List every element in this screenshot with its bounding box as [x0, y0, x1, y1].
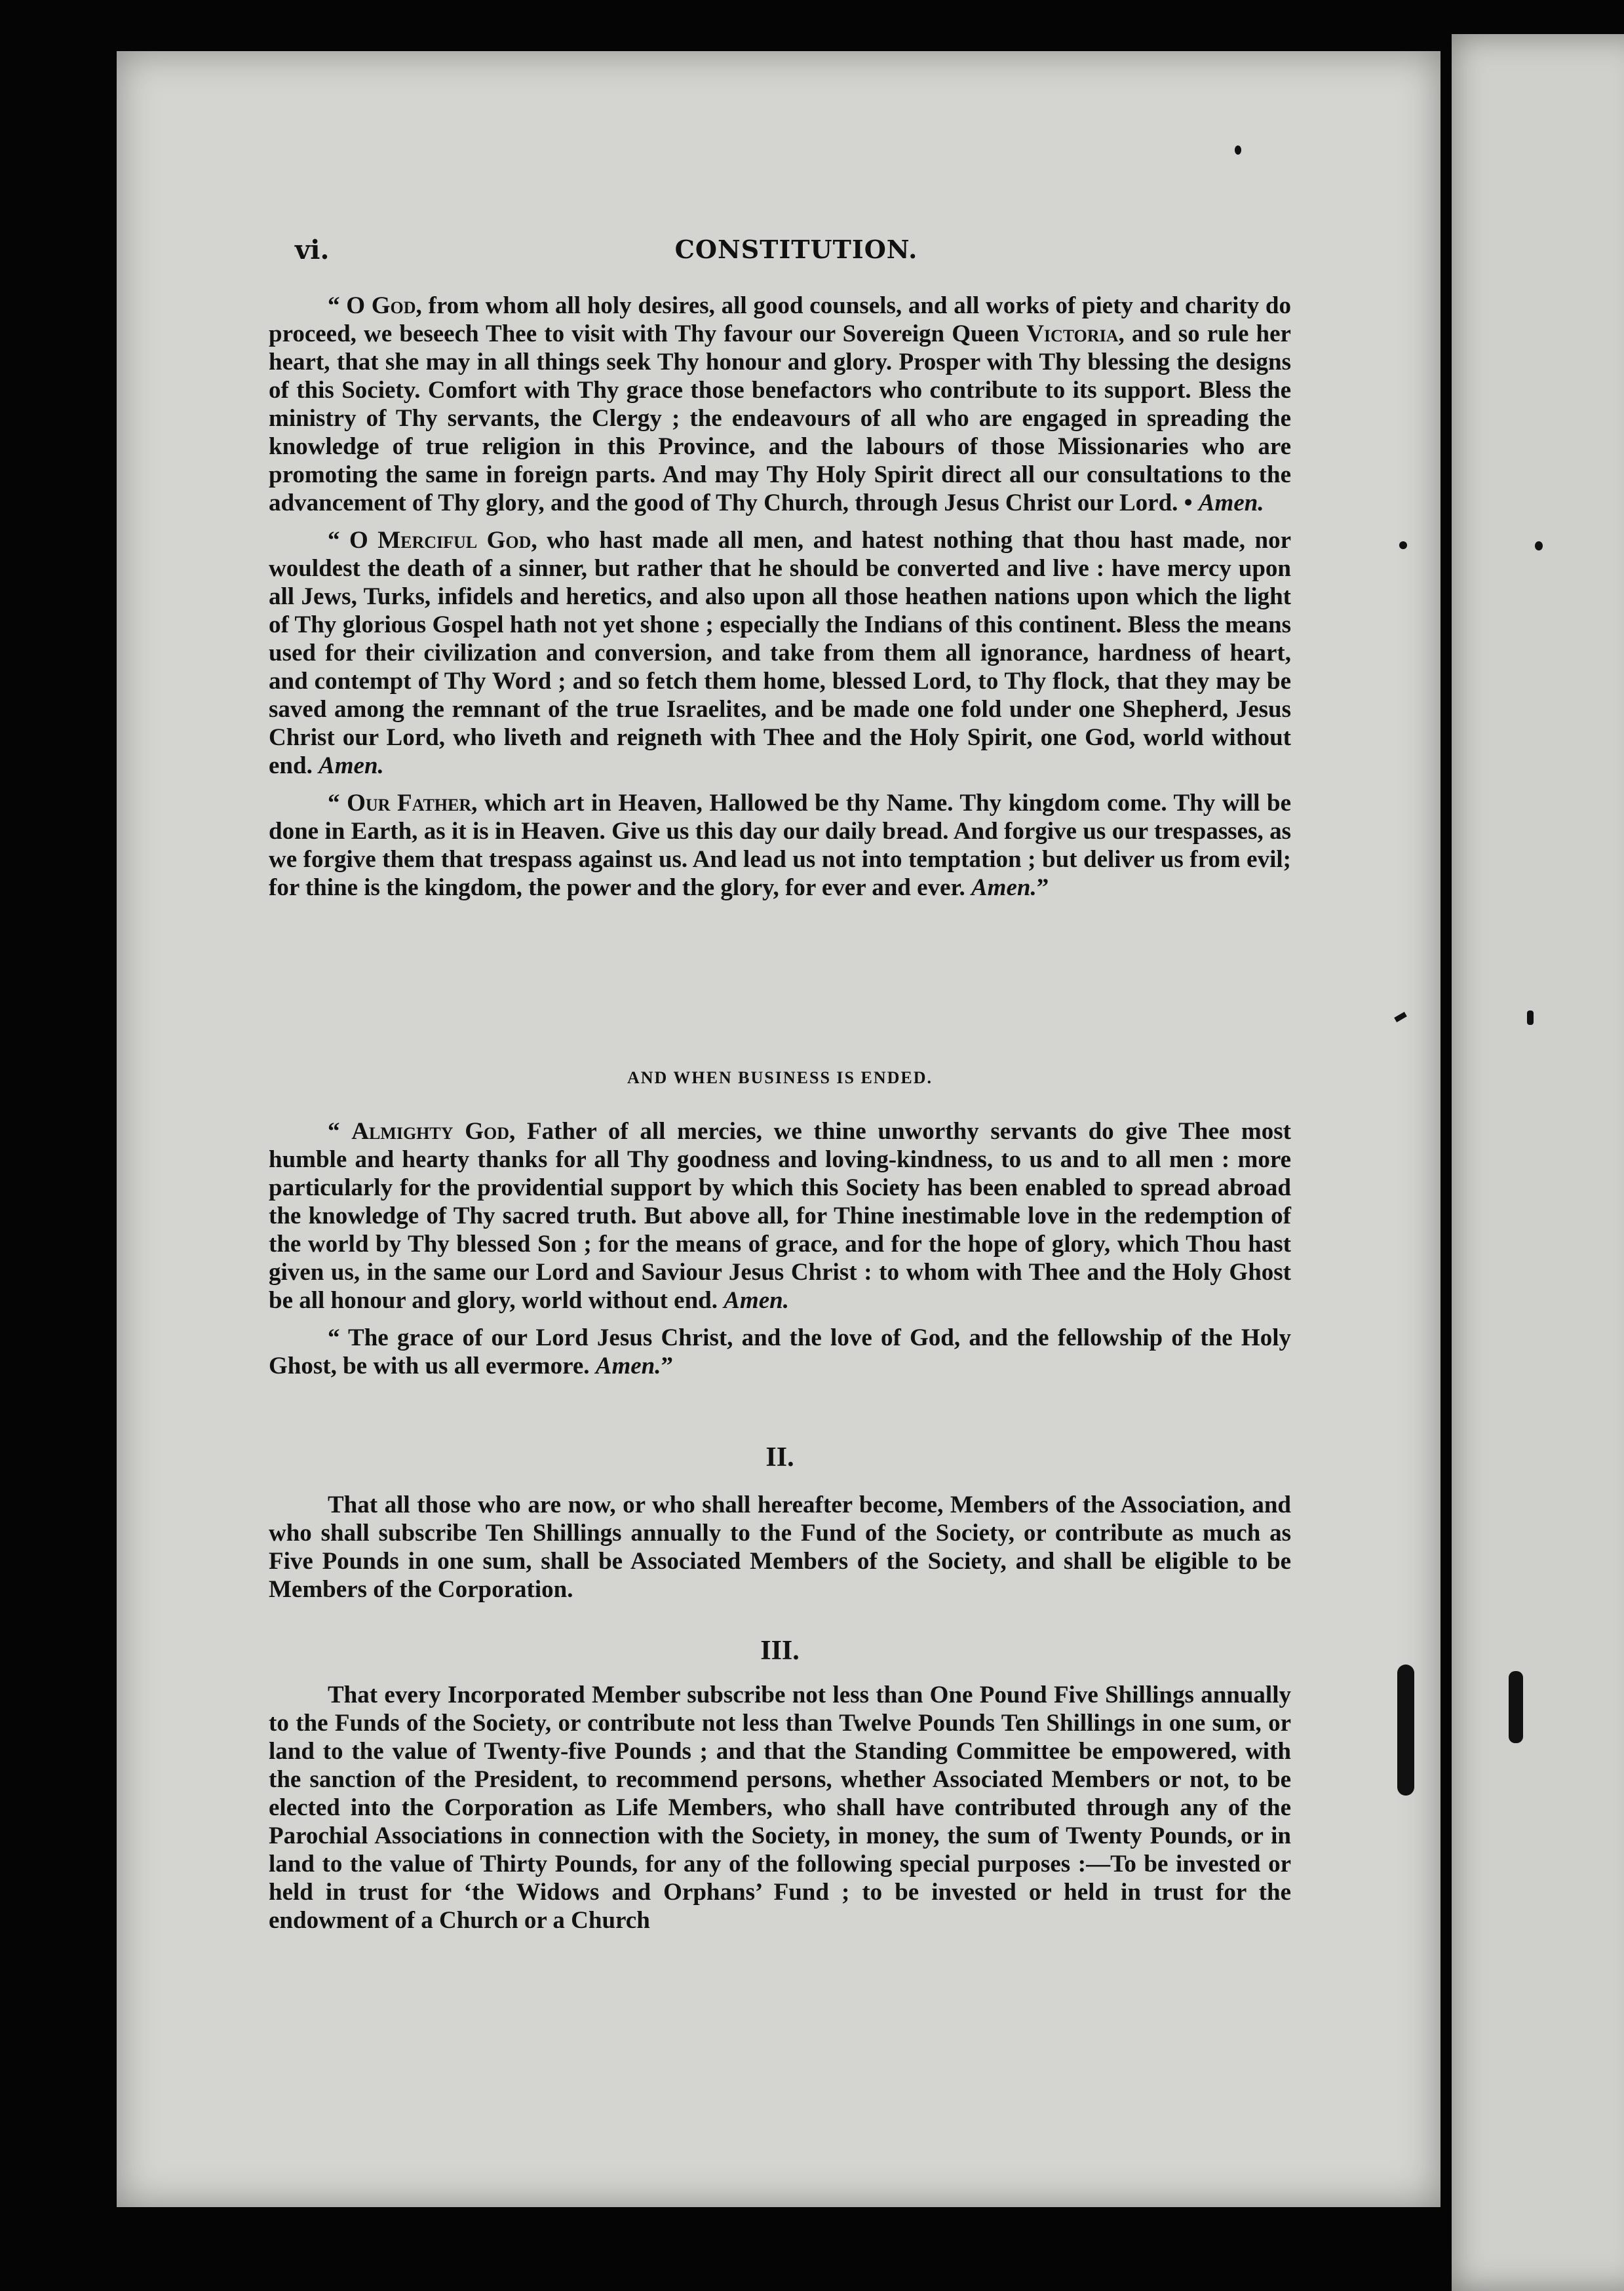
article-numeral: III.: [760, 1636, 800, 1666]
closing-prayers: [269, 1117, 1291, 1380]
article-text: That every Incorporated Member subscribe not less than One Pound Five Shillings annually to the Funds of the Society, or contribute not less than Twelve Pounds Ten Shillings in one sum, or land to the value of Twenty-five Pounds ; and that the Standing Committee be empowered, with the sanction of the President, to recommend persons, whether Associated Members or not, to be elected into the Corporation as Life Members, who shall have contributed through any of the Parochial Associations in connection with the Society, in money, the sum of Twenty Pounds, or in land to the value of Thirty Pounds, for any of the following special purposes :—To be invested or held in trust for ‘the Widows and Orphans’ Fund ; to be invested or held in trust for the endowment of a Church or a Church: [269, 1682, 1291, 1934]
page-number: vi.: [295, 235, 330, 265]
article-numeral: II.: [765, 1442, 794, 1473]
scan-speck: [1399, 541, 1407, 549]
scan-speck: [1235, 145, 1241, 155]
margin-mark: [1397, 1665, 1414, 1796]
prayer-paragraph: “ O God, from whom all holy desires, all good counsels, and all works of piety and charity do proceed, we beseech Thee to visit with Thy favour our Sovereign Queen Victoria, and so rule her heart, that she may in all things seek Thy honour and glory. Prosper with Thy blessing the designs of this Society. Comfort with Thy grace those benefactors who contribute to its support. Bless the ministry of Thy servants, the Clergy ; the endeavours of all who are engaged in spreading the knowledge of true religion in this Province, and the labours of those Missionaries who are promoting the same in foreign parts. And may Thy Holy Spirit direct all our consultations to the advancement of Thy glory, and the good of Thy Church, through Jesus Christ our Lord. • Amen.: [269, 292, 1292, 516]
prayer-paragraph: “ O Merciful God, who hast made all men, and hatest nothing that thou hast made, nor wouldest the death of a sinner, but rather that he should be converted and live : have mercy upon all Jews, Turks, infidels and heretics, and also upon all those heathen nations upon which the light of Thy glorious Gospel hath not yet shone ; especially the Indians of this continent. Bless the means used for their civilization and conversion, and take from them all ignorance, hardness of heart, and contempt of Thy Word ; and so fetch them home, blessed Lord, to Thy flock, that they may be saved among the remnant of the true Israelites, and be made one fold under one Shepherd, Jesus Christ our Lord, who liveth and reigneth with Thee and the Holy Spirit, one God, world without end. Amen.: [269, 527, 1292, 779]
opening-prayers: [269, 292, 1291, 902]
prayer-paragraph: “ The grace of our Lord Jesus Christ, and the love of God, and the fellowship of the Holy Ghost, be with us all evermore. Amen.”: [269, 1324, 1291, 1379]
margin-mark: [1527, 1011, 1534, 1025]
article-two: [269, 1491, 1291, 1604]
section-subheading: AND WHEN BUSINESS IS ENDED.: [627, 1068, 933, 1087]
running-head: CONSTITUTION.: [674, 235, 918, 264]
prayer-paragraph: “ Almighty God, Father of all mercies, we thine unworthy servants do give Thee most humble and hearty thanks for all Thy goodness and loving-kindness, to us and to all men : more particularly for the providential support by which this Society has been enabled to spread abroad the knowledge of Thy sacred truth. But above all, for Thine inestimable love in the redemption of the world by Thy blessed Son ; for the means of grace, and for the hope of glory, which Thou hast given us, in the same our Lord and Saviour Jesus Christ : to whom with Thee and the Holy Ghost be all honour and glory, world without end. Amen.: [269, 1118, 1291, 1314]
scan-speck: [1535, 541, 1543, 550]
article-three: [269, 1681, 1291, 1935]
prayer-paragraph: “ Our Father, which art in Heaven, Hallowed be thy Name. Thy kingdom come. Thy will be done in Earth, as it is in Heaven. Give us this day our daily bread. And forgive us our trespasses, as we forgive them that trespass against us. And lead us not into temptation ; but deliver us from evil; for thine is the kingdom, the power and the glory, for ever and ever. Amen.”: [269, 790, 1291, 901]
article-text: That all those who are now, or who shall hereafter become, Members of the Association, and who shall subscribe Ten Shillings annually to the Fund of the Society, or contribute as much as Five Pounds in one sum, shall be Associated Members of the Society, and shall be eligible to be Members of the Corporation.: [269, 1492, 1291, 1603]
facing-page-edge: [1452, 34, 1624, 2291]
page-header: [295, 235, 1298, 267]
margin-mark: [1509, 1671, 1523, 1743]
